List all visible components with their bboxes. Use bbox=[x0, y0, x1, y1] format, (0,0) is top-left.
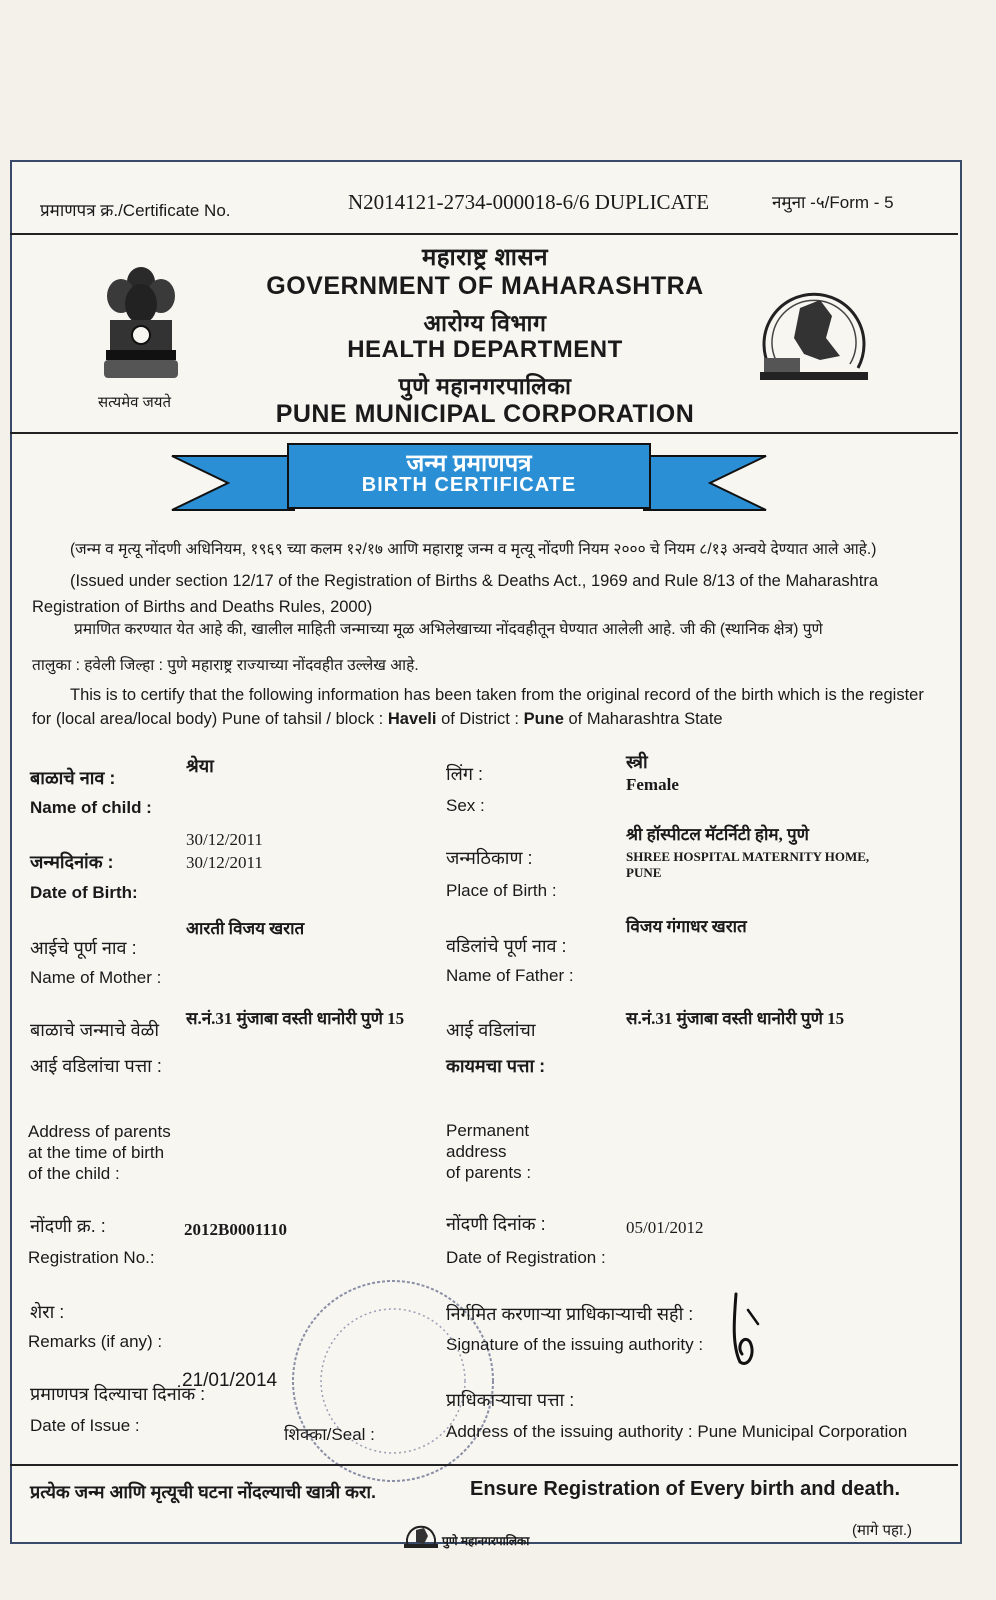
header-divider bbox=[10, 233, 958, 235]
corporation-title: PUNE MUNICIPAL CORPORATION bbox=[275, 400, 695, 428]
authority-address-value: Pune Municipal Corporation bbox=[697, 1422, 908, 1441]
mother-name-label: Name of Mother : bbox=[30, 968, 162, 987]
permanent-address-value: स.नं.31 मुंजाबा वस्ती धानोरी पुणे 15 bbox=[626, 1009, 845, 1028]
banner-title: BIRTH CERTIFICATE bbox=[361, 474, 577, 496]
place-of-birth-value-2: PUNE bbox=[626, 865, 662, 880]
footer-divider bbox=[10, 1464, 958, 1466]
sex-label: Sex : bbox=[446, 796, 485, 815]
district-value: Pune bbox=[523, 710, 564, 728]
permanent-address-label-marathi-2: कायमचा पत्ता : bbox=[446, 1056, 546, 1076]
banner-title-marathi: जन्म प्रमाणपत्र bbox=[406, 450, 532, 477]
authority-address-label: Address of the issuing authority : bbox=[446, 1422, 698, 1441]
father-name-label: Name of Father : bbox=[446, 966, 574, 985]
birth-address-value: स.नं.31 मुंजाबा वस्ती धानोरी पुणे 15 bbox=[186, 1009, 405, 1028]
title-divider bbox=[10, 432, 958, 434]
sex-value: Female bbox=[626, 775, 679, 794]
issue-date-label: Date of Issue : bbox=[30, 1416, 140, 1435]
child-name-value: श्रेया bbox=[186, 756, 214, 776]
dob-label: Date of Birth: bbox=[30, 883, 138, 902]
act-reference-line-1: (Issued under section 12/17 of the Registration of Births & Deaths Act., 1969 and Rule 8/13 of the Maharashtra bbox=[70, 572, 879, 590]
issue-date-label-marathi: प्रमाणपत्र दिल्याचा दिनांक : bbox=[30, 1384, 206, 1404]
sex-label-marathi: लिंग : bbox=[446, 764, 484, 784]
mother-name-value: आरती विजय खरात bbox=[186, 919, 305, 938]
remarks-label: Remarks (if any) : bbox=[28, 1332, 163, 1351]
child-name-label: Name of child : bbox=[30, 798, 152, 817]
certify-marathi-line-2: तालुका : हवेली जिल्हा : पुणे महाराष्ट्र राज्याच्या नोंदवहीत उल्लेख आहे. bbox=[32, 657, 419, 674]
government-title-marathi: महाराष्ट्र शासन bbox=[421, 244, 549, 271]
department-title: HEALTH DEPARTMENT bbox=[347, 336, 623, 363]
emblem-motto: सत्यमेव जयते bbox=[98, 394, 172, 411]
dob-value-1: 30/12/2011 bbox=[186, 830, 263, 849]
certify-marathi-line-1: प्रमाणित करण्यात येत आहे की, खालील माहिती जन्माच्या मूळ अभिलेखाच्या नोंदवहीतून घेण्यात आलेली आहे. जी की (स्थानिक क्षेत्र) पुणे bbox=[74, 621, 823, 638]
signature-label: Signature of the issuing authority : bbox=[446, 1335, 704, 1354]
birth-address-label-marathi-2: आई वडिलांचा पत्ता : bbox=[30, 1056, 162, 1076]
permanent-address-label-marathi-1: आई वडिलांचा bbox=[446, 1020, 536, 1040]
bottom-logo-text: पुणे महानगरपालिका bbox=[442, 1534, 530, 1548]
authority-address-label-marathi: प्राधिकाऱ्याचा पत्ता : bbox=[446, 1390, 575, 1410]
issue-date-value: 21/01/2014 bbox=[182, 1370, 278, 1391]
form-number: नमुना -५/Form - 5 bbox=[772, 193, 894, 212]
department-title-marathi: आरोग्य विभाग bbox=[423, 310, 547, 336]
sex-value-marathi: स्त्री bbox=[626, 752, 648, 772]
father-name-label-marathi: वडिलांचे पूर्ण नाव : bbox=[446, 936, 567, 956]
certify-line-2: for (local area/local body) Pune of tahsil / block : Haveli of District : Pune of Maharashtra State bbox=[32, 710, 723, 728]
father-name-value: विजय गंगाधर खरात bbox=[626, 917, 747, 936]
certify-line-1: This is to certify that the following information has been taken from the original record of the birth which is the register bbox=[70, 686, 924, 704]
signature-mark-icon bbox=[728, 1290, 768, 1375]
see-over-note: (मागे पहा.) bbox=[852, 1522, 912, 1539]
place-of-birth-value-marathi: श्री हॉस्पीटल मॅटर्निटी होम, पुणे bbox=[626, 825, 809, 844]
registration-date-value: 05/01/2012 bbox=[626, 1218, 704, 1237]
bottom-logo-icon bbox=[404, 1520, 438, 1555]
corporation-title-marathi: पुणे महानगरपालिका bbox=[398, 373, 572, 399]
dob-value-2: 30/12/2011 bbox=[186, 853, 263, 872]
act-reference-marathi: (जन्म व मृत्यू नोंदणी अधिनियम, १९६९ च्या कलम १२/१७ आणि महाराष्ट्र जन्म व मृत्यू नोंदणी नियम २००० चे नियम ८/१३ अन्वये देण्यात आले आहे.) bbox=[70, 541, 877, 558]
mother-name-label-marathi: आईचे पूर्ण नाव : bbox=[30, 938, 137, 958]
permanent-address-label: Permanent address of parents : bbox=[446, 1121, 532, 1182]
signature-label-marathi: निर्गमित करणाऱ्या प्राधिकाऱ्याची सही : bbox=[446, 1304, 694, 1324]
certificate-number-label: प्रमाणपत्र क्र./Certificate No. bbox=[40, 201, 231, 220]
place-of-birth-label-marathi: जन्मठिकाण : bbox=[446, 848, 533, 868]
pmc-seal-icon bbox=[760, 268, 868, 384]
certificate-number-value: N2014121-2734-000018-6/6 DUPLICATE bbox=[348, 190, 710, 214]
place-of-birth-label: Place of Birth : bbox=[446, 881, 557, 900]
child-name-label-marathi: बाळाचे नाव : bbox=[30, 768, 116, 788]
ensure-registration-marathi: प्रत्येक जन्म आणि मृत्यूची घटना नोंदल्याची खात्री करा. bbox=[30, 1482, 376, 1502]
remarks-label-marathi: शेरा : bbox=[30, 1302, 65, 1322]
registration-number-value: 2012B0001110 bbox=[184, 1220, 287, 1239]
ensure-registration: Ensure Registration of Every birth and death. bbox=[470, 1478, 901, 1500]
registration-date-label-marathi: नोंदणी दिनांक : bbox=[446, 1214, 546, 1234]
government-title: GOVERNMENT OF MAHARASHTRA bbox=[266, 272, 704, 300]
tahsil-value: Haveli bbox=[387, 710, 437, 728]
birth-address-label: Address of parents at the time of birth of the child : bbox=[28, 1122, 171, 1183]
act-reference-line-2: Registration of Births and Deaths Rules, 2000) bbox=[32, 598, 373, 616]
registration-number-label-marathi: नोंदणी क्र. : bbox=[30, 1216, 106, 1236]
place-of-birth-value-1: SHREE HOSPITAL MATERNITY HOME, bbox=[626, 849, 870, 864]
birth-address-label-marathi-1: बाळाचे जन्माचे वेळी bbox=[30, 1020, 159, 1040]
dob-label-marathi: जन्मदिनांक : bbox=[30, 852, 114, 872]
registration-number-label: Registration No.: bbox=[28, 1248, 155, 1267]
authority-address-row bbox=[446, 1422, 907, 1442]
seal-label: शिक्का/Seal : bbox=[284, 1425, 375, 1444]
state-emblem-icon bbox=[96, 262, 186, 386]
registration-date-label: Date of Registration : bbox=[446, 1248, 606, 1267]
